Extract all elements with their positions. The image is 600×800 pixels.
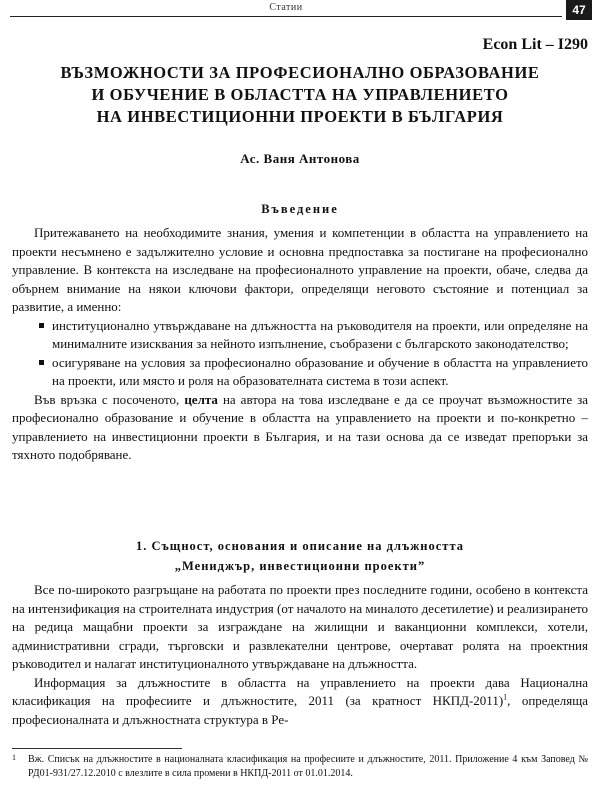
section1-heading-line: 1. Същност, основания и описание на длъжността: [135, 539, 464, 553]
footnote: [12, 753, 588, 781]
title-line: ВЪЗМОЖНОСТИ ЗА ПРОФЕСИОНАЛНО ОБРАЗОВАНИЕ: [60, 63, 540, 82]
nkpd-text-end: , определяща професионалната и длъжностната структура в Ре-: [12, 693, 589, 727]
title-line: И ОБУЧЕНИЕ В ОБЛАСТТА НА УПРАВЛЕНИЕТО: [91, 85, 509, 104]
section1-heading: [0, 536, 600, 576]
author-name: Ас. Ваня Антонова: [240, 151, 360, 166]
aim-text-start: Във връзка с посоченото,: [34, 391, 180, 407]
aim-emphasis: целта: [184, 391, 218, 407]
section1-heading-line: „Мениджър, инвестиционни проекти”: [174, 559, 426, 573]
footnote-reference: 1: [503, 692, 508, 702]
aim-text-end: на автора на това изследване е да се проучат възможностите за професионално образование и обучение в областта на управлението на проекти и по-конкретно – управлението на инвестиционни проекти в България, и на тази основа да се изведат препоръки за тяхното подобряване.: [12, 391, 589, 462]
econlit-classification: Econ Lit – I290: [482, 36, 588, 53]
footnote-rule: [12, 748, 182, 749]
list-item: осигуряване на условия за професионално образование и обучение в областта на управлението на проекти, или място и роля на образователната система в този аспект.: [52, 354, 588, 391]
list-item: институционално утвърждаване на длъжността на ръководителя на проекти, или определяне на минималните изисквания за нейното изпълнение, съобразени с българското законодателство;: [52, 317, 588, 354]
title-line: НА ИНВЕСТИЦИОННИ ПРОЕКТИ В БЪЛГАРИЯ: [96, 107, 504, 126]
section1-body: [12, 581, 588, 729]
key-factors-list: [12, 317, 588, 391]
intro-paragraph: Притежаването на необходимите знания, умения и компетенции в областта на управлението на проекти несъмнено е задължително условие и основна предпоставка за постигане на професионално управление. В контекста на изследване на професионалното управление на проекти, обаче, следва да обърнем внимание на някои ключови фактори, определящи неговото състояние и потенциал за развитие, а именно:: [12, 225, 588, 314]
section1-paragraph: [12, 674, 588, 730]
footnote-mark: 1: [12, 753, 16, 762]
running-head: Статии: [269, 2, 303, 13]
page-number: 47: [566, 0, 592, 20]
header-rule: [10, 16, 562, 17]
footnote-text: Вж. Списък на длъжностите в националната класификация на професиите и длъжностите, 2011. Приложение 4 към Заповед № РД01-931/27.12.2010 с влезлите в сила промени в НКПД-2011 от 01.01.2014.: [28, 754, 588, 779]
aim-paragraph: [12, 391, 588, 465]
intro-heading: Въведение: [261, 202, 339, 216]
nkpd-text-start: Информация за длъжностите в областта на управлението на проекти дава Национална класификация на професиите и длъжностите, 2011 (за кратност НКПД-2011): [12, 674, 588, 708]
section1-paragraph: Все по-широкото разгръщане на работата по проекти през последните години, особено в контекста на интензификация на строителната индустрия (от началото на миналото десетилетие) и реализирането на редица мащабни проекти за изграждане на жилищни и ваканционни комплекси, хотели, административни сгради, търговски и развлекателни центрове, очертават ролята на проектния ръководител и налагат институционалното утвърждаване на длъжността.: [12, 582, 588, 671]
article-title: [12, 62, 588, 128]
intro-body: [12, 224, 588, 465]
